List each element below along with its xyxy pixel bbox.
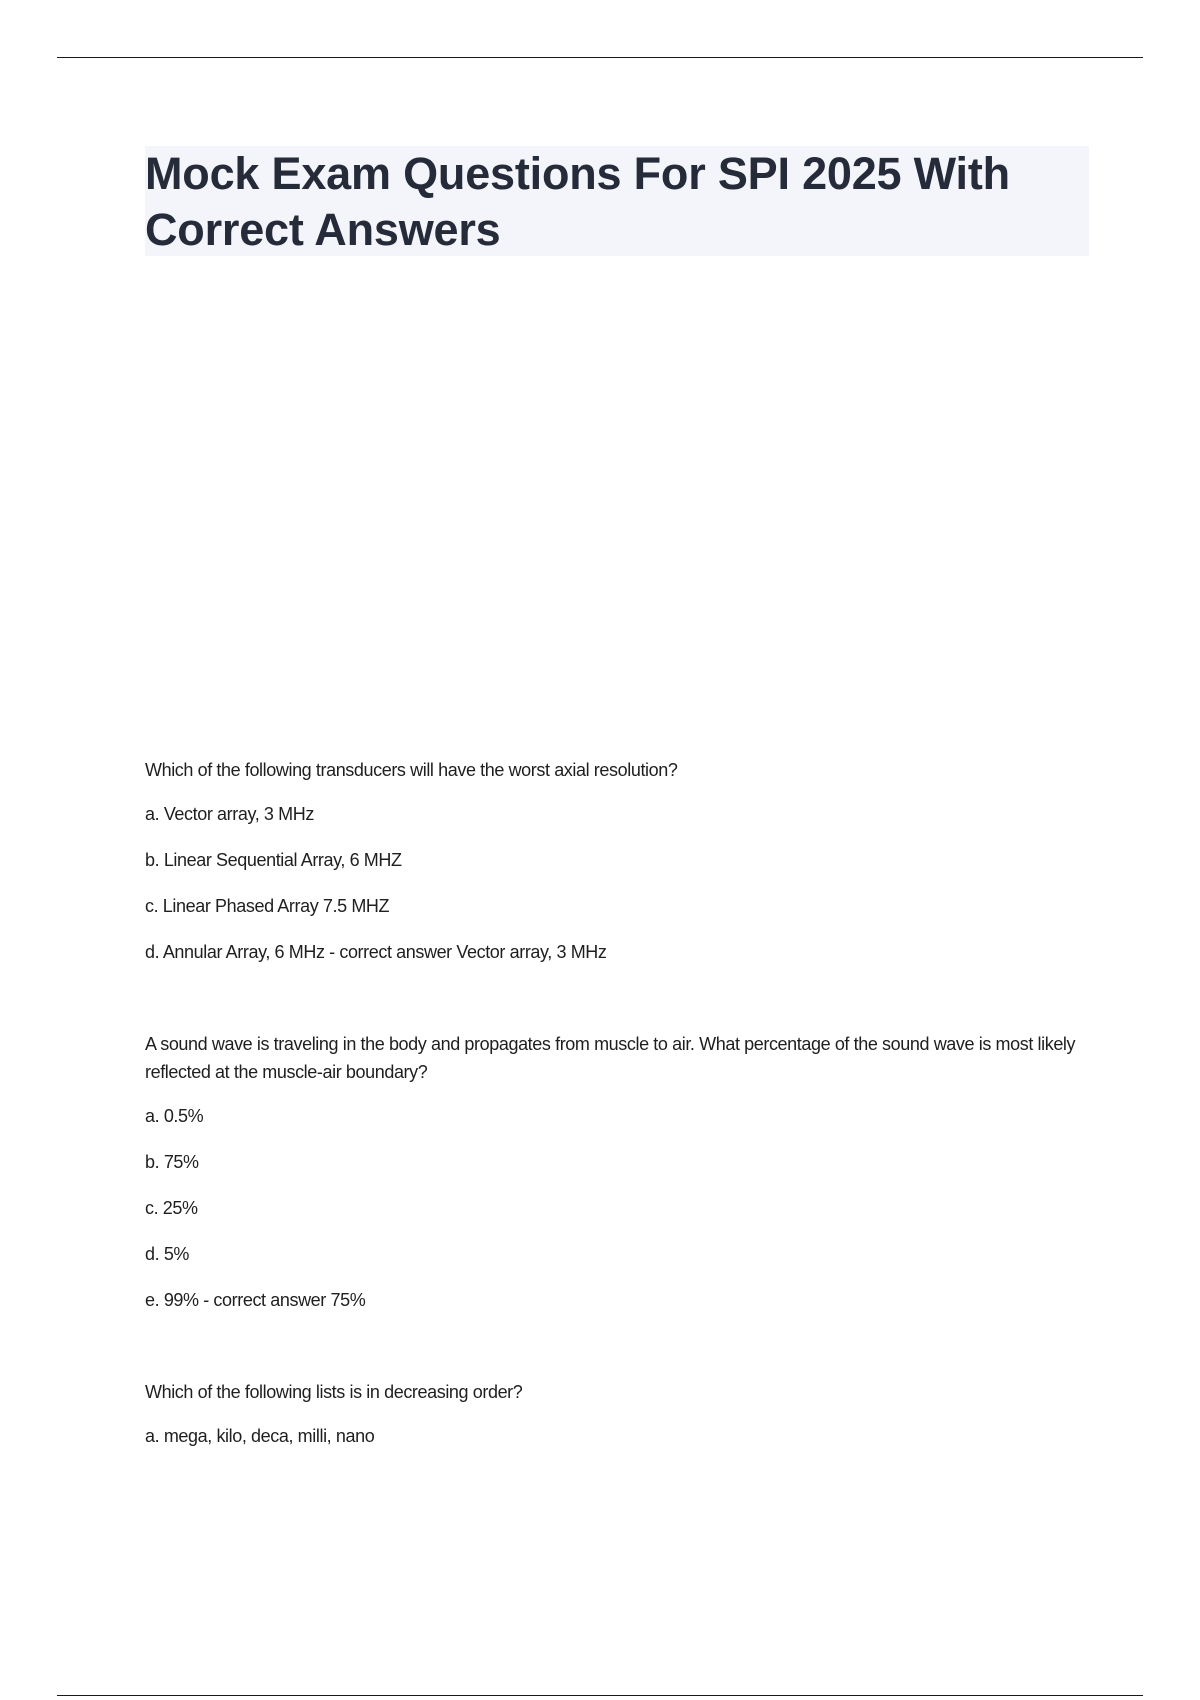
- answer-option: d. Annular Array, 6 MHz - correct answer Vector array, 3 MHz: [145, 942, 607, 962]
- answer-option: e. 99% - correct answer 75%: [145, 1290, 366, 1310]
- top-rule: [57, 57, 1143, 58]
- answer-option: c. 25%: [145, 1198, 198, 1218]
- page-title: Mock Exam Questions For SPI 2025 With Correct Answers: [145, 148, 1010, 255]
- answer-option: a. Vector array, 3 MHz: [145, 804, 314, 824]
- answer-option: d. 5%: [145, 1244, 190, 1264]
- question-text: A sound wave is traveling in the body and propagates from muscle to air. What percentage of the sound wave is most likely reflected at the muscle-air boundary?: [145, 1034, 1076, 1082]
- answer-option: b. Linear Sequential Array, 6 MHZ: [145, 850, 402, 870]
- bottom-rule: [57, 1695, 1143, 1696]
- answer-option: a. mega, kilo, deca, milli, nano: [145, 1426, 375, 1446]
- answer-option: b. 75%: [145, 1152, 199, 1172]
- question-list: [145, 756, 1095, 1450]
- question-text: Which of the following lists is in decreasing order?: [145, 1382, 523, 1402]
- question: [145, 756, 1095, 966]
- title-block: [145, 146, 1089, 256]
- question: [145, 1378, 1095, 1450]
- answer-option: a. 0.5%: [145, 1106, 204, 1126]
- question: [145, 1030, 1095, 1314]
- answer-option: c. Linear Phased Array 7.5 MHZ: [145, 896, 390, 916]
- question-text: Which of the following transducers will have the worst axial resolution?: [145, 760, 678, 780]
